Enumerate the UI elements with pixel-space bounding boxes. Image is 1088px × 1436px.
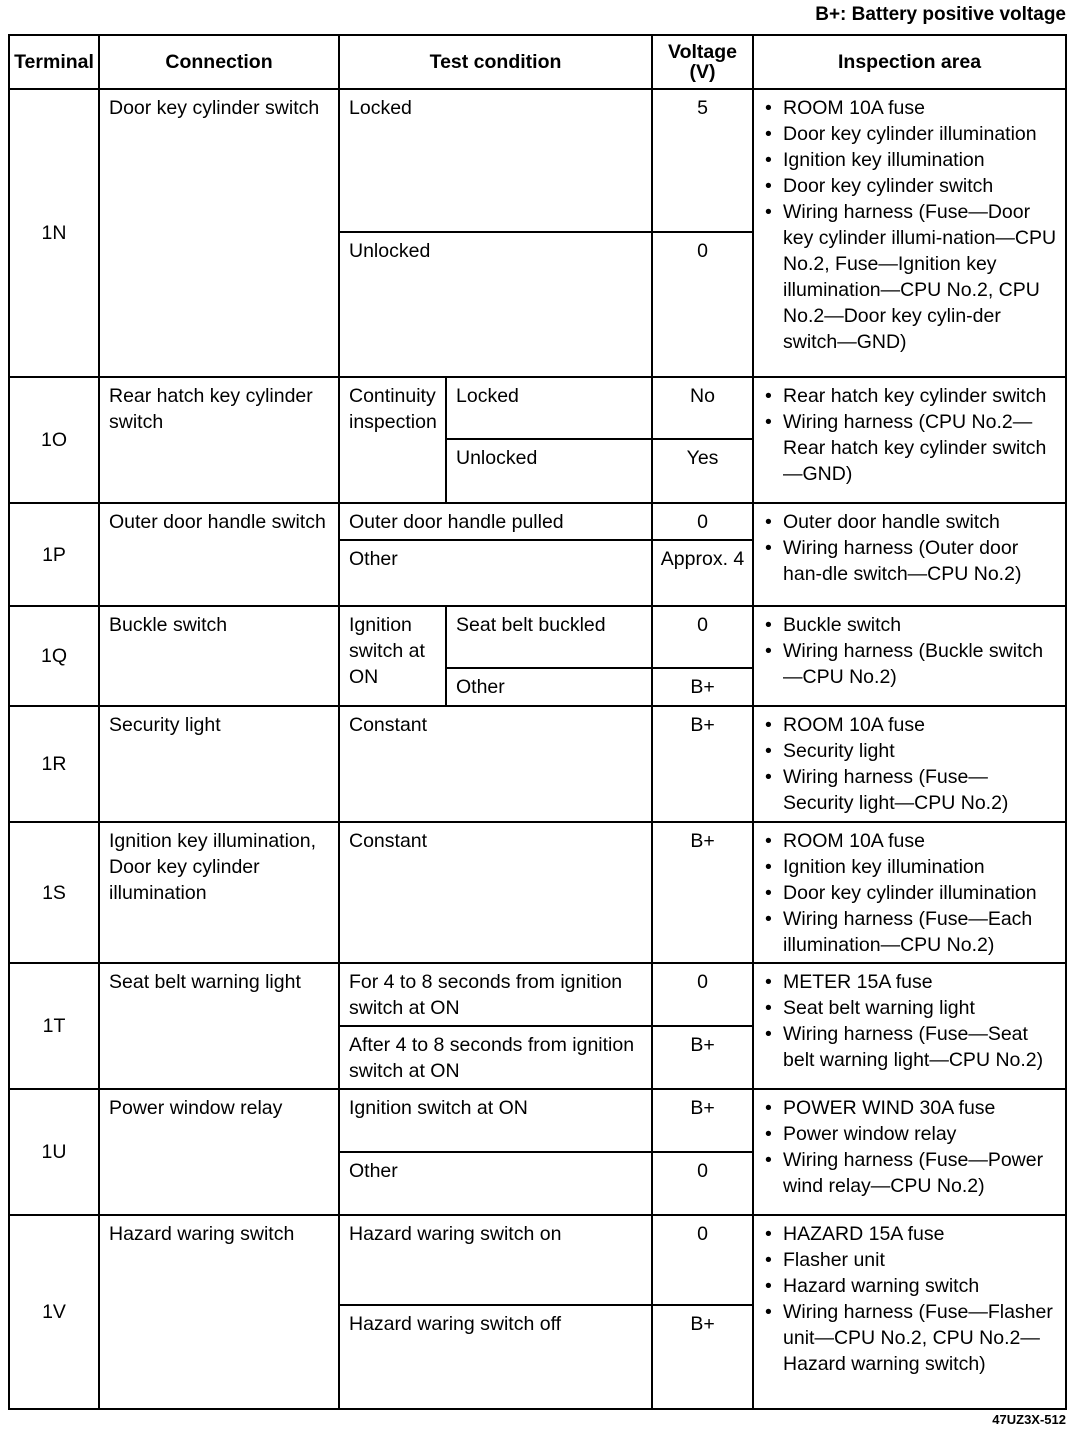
header-inspection-area: Inspection area <box>753 35 1066 89</box>
voltage-cell: B+ <box>652 706 753 822</box>
table-row <box>9 377 1066 439</box>
inspection-list <box>763 612 1057 690</box>
inspection-item: • Buckle switch <box>763 612 1057 638</box>
inspection-item: • Wiring harness (CPU No.2—Rear hatch key cylinder switch—GND) <box>763 409 1057 487</box>
connection-cell: Door key cylinder switch <box>99 89 339 377</box>
inspection-item: • Wiring harness (Fuse—Door key cylinder illumi-nation—CPU No.2, Fuse—Ignition key illumination—CPU No.2, CPU No.2—Door key cylin-der switch—GND) <box>763 199 1057 355</box>
connection-cell: Ignition key illumination, Door key cylinder illumination <box>99 822 339 963</box>
inspection-item: • Wiring harness (Buckle switch—CPU No.2) <box>763 638 1057 690</box>
terminal-cell: 1Q <box>9 606 99 706</box>
inspection-item: • Wiring harness (Fuse—Security light—CPU No.2) <box>763 764 1057 816</box>
header-voltage: Voltage (V) <box>652 35 753 89</box>
test-condition-cell: Hazard waring switch off <box>339 1305 652 1409</box>
terminal-cell: 1R <box>9 706 99 822</box>
table-row <box>9 963 1066 1026</box>
test-condition-cell: For 4 to 8 seconds from ignition switch at ON <box>339 963 652 1026</box>
inspection-item: • Door key cylinder illumination <box>763 121 1057 147</box>
inspection-item: • Seat belt warning light <box>763 995 1057 1021</box>
inspection-list <box>763 95 1057 355</box>
voltage-cell: 0 <box>652 232 753 377</box>
inspection-item: • Wiring harness (Fuse—Seat belt warning light—CPU No.2) <box>763 1021 1057 1073</box>
voltage-cell: 5 <box>652 89 753 232</box>
inspection-item: • Hazard warning switch <box>763 1273 1057 1299</box>
inspection-area-cell <box>753 377 1066 503</box>
inspection-item: • Wiring harness (Fuse—Each illumination—CPU No.2) <box>763 906 1057 958</box>
voltage-cell: 0 <box>652 606 753 668</box>
table-row <box>9 606 1066 668</box>
table-row <box>9 822 1066 963</box>
table-row <box>9 706 1066 822</box>
voltage-cell: B+ <box>652 1026 753 1089</box>
inspection-area-cell <box>753 963 1066 1089</box>
test-condition-cell: Outer door handle pulled <box>339 503 652 540</box>
test-condition-cell: Unlocked <box>446 439 652 503</box>
test-condition-cell: Hazard waring switch on <box>339 1215 652 1305</box>
figure-id: 47UZ3X-512 <box>992 1412 1066 1427</box>
test-group-cell: Continuity inspection <box>339 377 446 503</box>
inspection-item: • Wiring harness (Outer door han-dle switch—CPU No.2) <box>763 535 1057 587</box>
connection-cell: Security light <box>99 706 339 822</box>
connection-cell: Hazard waring switch <box>99 1215 339 1409</box>
inspection-list <box>763 969 1057 1073</box>
test-condition-cell: Other <box>339 540 652 606</box>
test-condition-cell: Ignition switch at ON <box>339 1089 652 1152</box>
test-condition-cell: Locked <box>446 377 652 439</box>
inspection-item: • ROOM 10A fuse <box>763 828 1057 854</box>
inspection-item: • Wiring harness (Fuse—Flasher unit—CPU No.2, CPU No.2—Hazard warning switch) <box>763 1299 1057 1377</box>
inspection-list <box>763 1095 1057 1199</box>
inspection-item: • Rear hatch key cylinder switch <box>763 383 1057 409</box>
test-condition-cell: Seat belt buckled <box>446 606 652 668</box>
terminal-inspection-table <box>8 34 1067 1410</box>
inspection-area-cell <box>753 606 1066 706</box>
inspection-list <box>763 712 1057 816</box>
terminal-cell: 1P <box>9 503 99 606</box>
inspection-item: • ROOM 10A fuse <box>763 95 1057 121</box>
inspection-item: • Door key cylinder illumination <box>763 880 1057 906</box>
connection-cell: Outer door handle switch <box>99 503 339 606</box>
terminal-cell: 1T <box>9 963 99 1089</box>
voltage-cell: No <box>652 377 753 439</box>
connection-cell: Buckle switch <box>99 606 339 706</box>
terminal-cell: 1N <box>9 89 99 377</box>
inspection-item: • Flasher unit <box>763 1247 1057 1273</box>
inspection-list <box>763 828 1057 958</box>
test-condition-cell: Other <box>446 668 652 706</box>
test-condition-cell: Other <box>339 1152 652 1215</box>
battery-voltage-note: B+: Battery positive voltage <box>815 4 1066 25</box>
voltage-cell: 0 <box>652 503 753 540</box>
inspection-item: • Ignition key illumination <box>763 147 1057 173</box>
connection-cell: Rear hatch key cylinder switch <box>99 377 339 503</box>
voltage-cell: B+ <box>652 1305 753 1409</box>
table-row <box>9 503 1066 540</box>
terminal-cell: 1U <box>9 1089 99 1215</box>
test-condition-cell: Constant <box>339 706 652 822</box>
voltage-cell: B+ <box>652 668 753 706</box>
test-condition-cell: Unlocked <box>339 232 652 377</box>
voltage-cell: 0 <box>652 1215 753 1305</box>
table-row <box>9 1089 1066 1152</box>
inspection-item: • Security light <box>763 738 1057 764</box>
voltage-cell: 0 <box>652 963 753 1026</box>
inspection-item: • Wiring harness (Fuse—Power wind relay—CPU No.2) <box>763 1147 1057 1199</box>
header-test-condition: Test condition <box>339 35 652 89</box>
inspection-item: • ROOM 10A fuse <box>763 712 1057 738</box>
inspection-area-cell <box>753 1089 1066 1215</box>
inspection-area-cell <box>753 89 1066 377</box>
voltage-cell: 0 <box>652 1152 753 1215</box>
inspection-area-cell <box>753 822 1066 963</box>
voltage-cell: Yes <box>652 439 753 503</box>
voltage-cell: B+ <box>652 1089 753 1152</box>
terminal-cell: 1O <box>9 377 99 503</box>
inspection-list <box>763 383 1057 487</box>
inspection-item: • METER 15A fuse <box>763 969 1057 995</box>
test-condition-cell: Locked <box>339 89 652 232</box>
header-row <box>9 35 1066 89</box>
connection-cell: Seat belt warning light <box>99 963 339 1089</box>
header-connection: Connection <box>99 35 339 89</box>
voltage-cell: Approx. 4 <box>652 540 753 606</box>
test-condition-cell: Constant <box>339 822 652 963</box>
inspection-area-cell <box>753 706 1066 822</box>
test-group-cell: Ignition switch at ON <box>339 606 446 706</box>
inspection-item: • Outer door handle switch <box>763 509 1057 535</box>
inspection-item: • HAZARD 15A fuse <box>763 1221 1057 1247</box>
inspection-list <box>763 509 1057 587</box>
inspection-area-cell <box>753 503 1066 606</box>
terminal-cell: 1V <box>9 1215 99 1409</box>
test-condition-cell: After 4 to 8 seconds from ignition switch at ON <box>339 1026 652 1089</box>
inspection-item: • Power window relay <box>763 1121 1057 1147</box>
table-row <box>9 89 1066 232</box>
inspection-list <box>763 1221 1057 1377</box>
header-terminal: Terminal <box>9 35 99 89</box>
voltage-cell: B+ <box>652 822 753 963</box>
inspection-item: • Ignition key illumination <box>763 854 1057 880</box>
inspection-item: • POWER WIND 30A fuse <box>763 1095 1057 1121</box>
connection-cell: Power window relay <box>99 1089 339 1215</box>
inspection-area-cell <box>753 1215 1066 1409</box>
terminal-cell: 1S <box>9 822 99 963</box>
inspection-item: • Door key cylinder switch <box>763 173 1057 199</box>
table-row <box>9 1215 1066 1305</box>
